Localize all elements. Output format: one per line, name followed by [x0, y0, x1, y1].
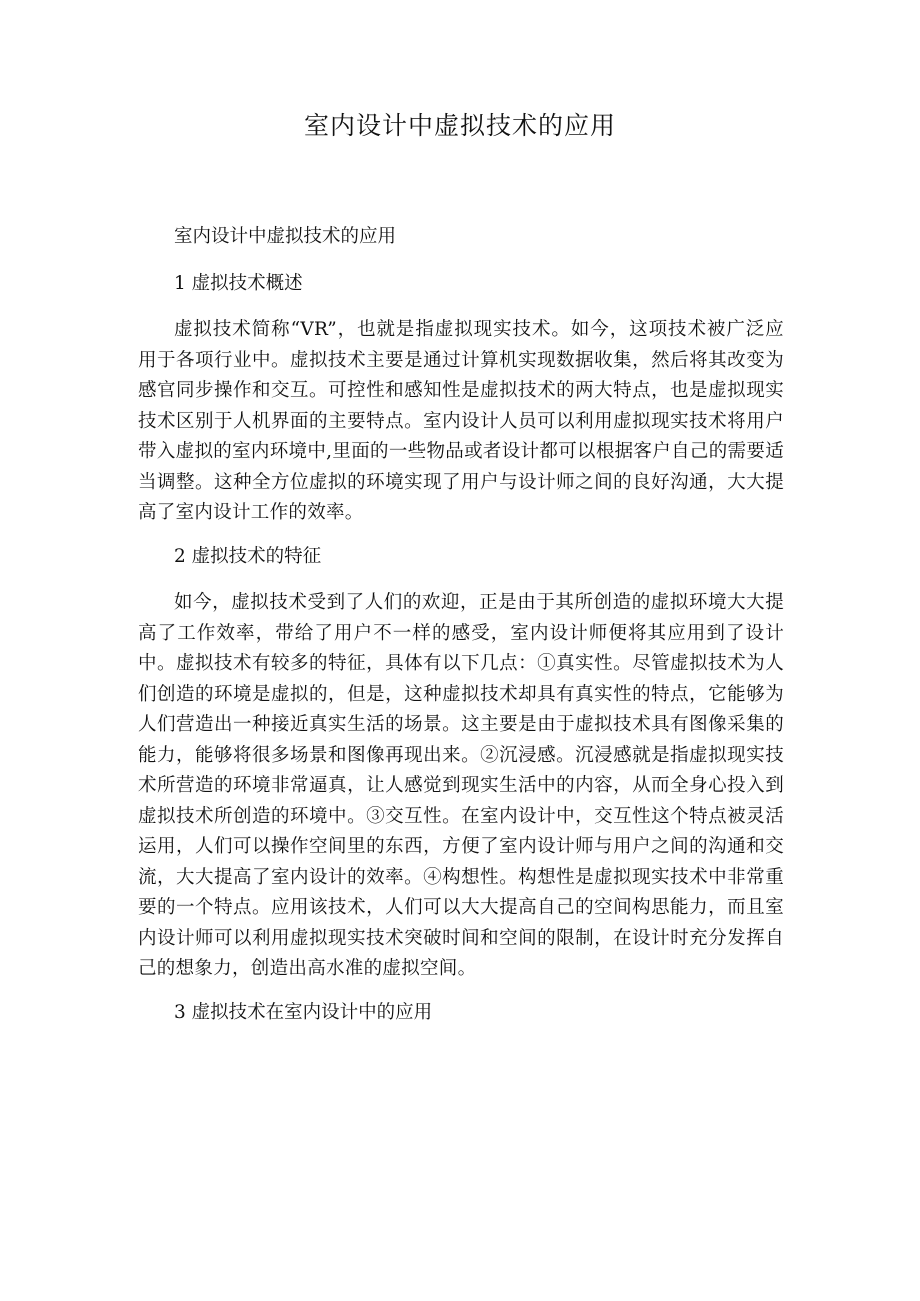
document-title: 室内设计中虚拟技术的应用	[303, 111, 616, 140]
section-heading-3: 3 虚拟技术在室内设计中的应用	[174, 1001, 433, 1023]
section-heading-2: 2 虚拟技术的特征	[174, 545, 322, 567]
section-heading-1: 1 虚拟技术概述	[174, 272, 303, 294]
document-body	[138, 222, 784, 1044]
section-paragraph-2: 如今，虚拟技术受到了人们的欢迎，正是由于其所创造的虚拟环境大大提高了工作效率，带给了用户不一样的感受，室内设计师便将其应用到了设计中。虚拟技术有较多的特征，具体有以下几点：①真实性。尽管虚拟技术为人们创造的环境是虚拟的，但是，这种虚拟技术却具有真实性的特点，它能够为人们营造出一种接近真实生活的场景。这主要是由于虚拟技术具有图像采集的能力，能够将很多场景和图像再现出来。②沉浸感。沉浸感就是指虚拟现实技术所营造的环境非常逼真，让人感觉到现实生活中的内容，从而全身心投入到虚拟技术所创造的环境中。③交互性。在室内设计中，交互性这个特点被灵活运用，人们可以操作空间里的东西，方便了室内设计师与用户之间的沟通和交流，大大提高了室内设计的效率。④构想性。构想性是虚拟现实技术中非常重要的一个特点。应用该技术，人们可以大大提高自己的空间构思能力，而且室内设计师可以利用虚拟现实技术突破时间和空间的限制，在设计时充分发挥自己的想象力，创造出高水准的虚拟空间。	[138, 592, 784, 979]
section-paragraph-1: 虚拟技术简称“VR”，也就是指虚拟现实技术。如今，这项技术被广泛应用于各项行业中。虚拟技术主要是通过计算机实现数据收集，然后将其改变为感官同步操作和交互。可控性和感知性是虚拟技术的两大特点，也是虚拟现实技术区别于人机界面的主要特点。室内设计人员可以利用虚拟现实技术将用户带入虚拟的室内环境中,里面的一些物品或者设计都可以根据客户自己的需要适当调整。这种全方位虚拟的环境实现了用户与设计师之间的良好沟通，大大提高了室内设计工作的效率。	[138, 319, 784, 523]
document-subtitle: 室内设计中虚拟技术的应用	[174, 226, 397, 247]
